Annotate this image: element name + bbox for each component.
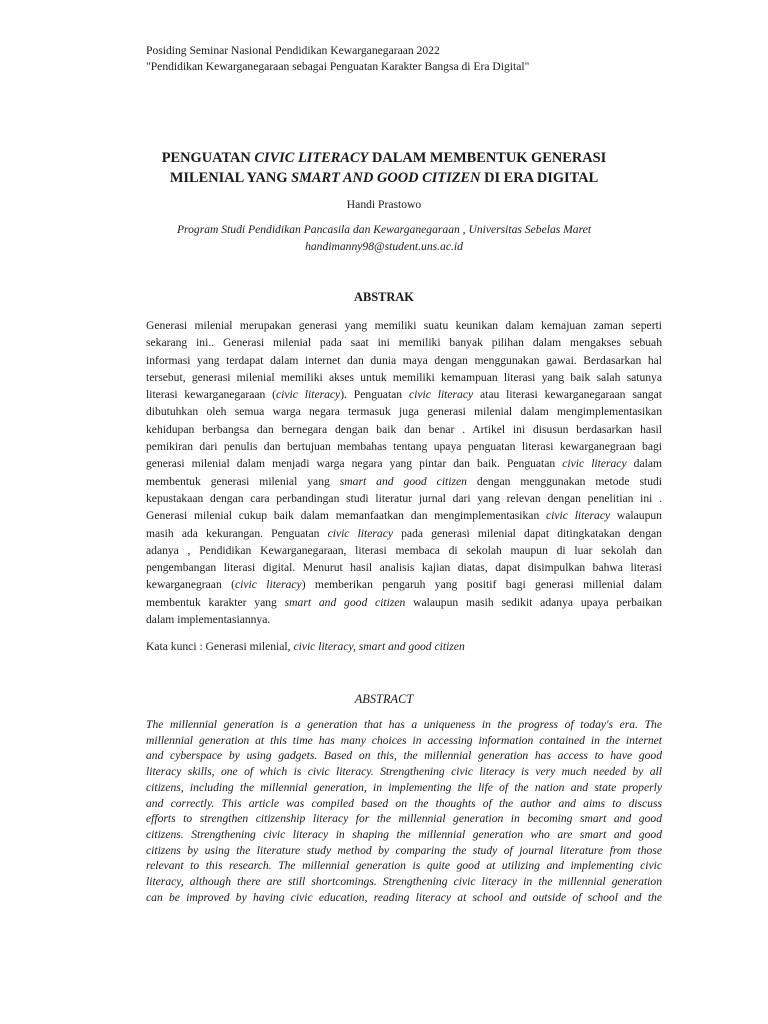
abstract-line: literacy, although there are still shortcomings. Strengthening civic literacy in the millennial generation	[146, 875, 662, 889]
abstrak-line: dalam implementasiannya.	[146, 613, 271, 627]
abstrak-line: adanya , Pendidikan Kewarganegaraan, literasi membaca di sekolah maupun di luar sekolah dan	[146, 543, 662, 557]
keywords-terms: civic literacy, smart and good citizen	[293, 640, 465, 653]
title-line-1: PENGUATAN CIVIC LITERACY DALAM MEMBENTUK GENERASI	[161, 150, 607, 166]
author-email: handimanny98@student.uns.ac.id	[305, 240, 463, 253]
abstract-line: citizens. Strengthening civic literacy in shaping the millennial generation who are smart and good	[146, 827, 662, 841]
keywords-label: Kata kunci : Generasi milenial,	[146, 640, 294, 653]
abstract-line: efforts to strengthen citizenship literacy for the millennial generation in becoming smart and good	[146, 812, 662, 826]
abstract-body	[146, 717, 662, 905]
running-header	[146, 43, 529, 75]
abstract-line: The millennial generation is a generation that has a uniqueness in the progress of today's era. The	[146, 718, 662, 731]
abstrak-line: masih ada kekurangan. Penguatan civic literacy pada generasi milenial dapat ditingkatakan dengan	[146, 526, 662, 540]
abstrak-line: informasi yang terdapat dalam internet dan dunia maya dengan menggunakan gawai. Berdasarkan hal	[146, 353, 662, 367]
keywords	[146, 639, 465, 655]
abstrak-line: Generasi milenial cukup baik dalam memanfaatkan dan mengimplementasikan civic literacy walaupun	[146, 509, 662, 523]
abstract-line: and correctly. This article was compiled based on the thoughts of the author and aims to discuss	[146, 796, 662, 810]
abstract-line: millennial generation at this time has many choices in accessing information contained in the internet	[146, 733, 662, 747]
abstract-line: literacy skills, one of which is civic literacy. Strengthening civic literacy is very much needed by all	[146, 765, 662, 779]
abstrak-line: kewarganegraan (civic literacy) memberikan pengaruh yang positif bagi generasi millenial dalam	[146, 578, 662, 592]
author-affiliation	[0, 221, 768, 255]
abstract-line: relevant to this research. The millennial generation is quite good at utilizing and implementing civic	[146, 859, 662, 873]
abstract-line: and cyberspace by using gadgets. Based on this, the millennial generation has access to have good	[146, 749, 662, 763]
abstrak-line: literasi kewarganegaraan (civic literacy). Penguatan civic literacy atau literasi kewarganegaraan sangat	[146, 388, 662, 402]
affiliation-text: Program Studi Pendidikan Pancasila dan Kewarganegaraan , Universitas Sebelas Maret	[176, 223, 592, 236]
abstrak-heading: ABSTRAK	[354, 290, 414, 304]
abstrak-line: dibutuhkan oleh semua warga negara termasuk juga generasi milenial dalam mengimplementasikan	[146, 405, 662, 419]
abstract-line: citizens, including the millennial generation, in implementing the life of the nation and state properly	[146, 780, 662, 794]
abstrak-line: kepustakaan dengan cara perbandingan studi literatur jurnal dari yang relevan dengan penelitian ini .	[146, 491, 662, 505]
abstrak-line: generasi milenial dalam menjadi warga negara yang pintar dan baik. Penguatan civic literacy dalam	[146, 457, 662, 471]
title-line-2: MILENIAL YANG SMART AND GOOD CITIZEN DI ERA DIGITAL	[169, 170, 599, 186]
abstrak-body	[146, 317, 662, 628]
seminar-theme: "Pendidikan Kewarganegaraan sebagai Penguatan Karakter Bangsa di Era Digital"	[146, 60, 530, 73]
abstract-line: can be improved by having civic education, reading literacy at school and outside of school and the	[146, 890, 662, 904]
abstrak-line: membentuk generasi milenial yang smart and good citizen dengan menggunakan metode studi	[146, 474, 663, 488]
abstrak-line: tersebut, generasi milenial memiliki akses untuk memiliki kemampuan literasi yang baik salah satunya	[146, 370, 662, 384]
abstrak-line: pengembangan literasi digital. Menurut hasil analisis kajian diatas, dapat disimpulkan bahwa literasi	[146, 561, 662, 575]
abstrak-line: Generasi milenial merupakan generasi yang memiliki suatu keunikan dalam kemajuan zaman seperti	[146, 319, 662, 332]
abstrak-line: sekarang ini.. Generasi milenial pada saat ini memiliki banyak pilihan dalam mengakses sebuah	[146, 336, 662, 350]
paper-title	[90, 148, 678, 188]
abstrak-line: pemikiran dari penulis dan bertujuan membahas tentang upaya penguatan literasi kewarganegraan bagi	[146, 440, 662, 454]
proceedings-name: Posiding Seminar Nasional Pendidikan Kewarganegaraan 2022	[146, 44, 440, 57]
abstract-heading: ABSTRACT	[354, 692, 414, 706]
abstrak-line: membentuk karakter yang smart and good citizen walaupun masih sedikit adanya upaya perbaikan	[146, 595, 663, 609]
abstract-line: citizens by using the literature study method by comparing the study of journal literature from those	[146, 843, 662, 857]
abstrak-line: kehidupan berbangsa dan bernegara dengan baik dan benar . Artikel ini disusun berdasarkan hasil	[146, 422, 662, 436]
author-name: Handi Prastowo	[346, 198, 422, 211]
